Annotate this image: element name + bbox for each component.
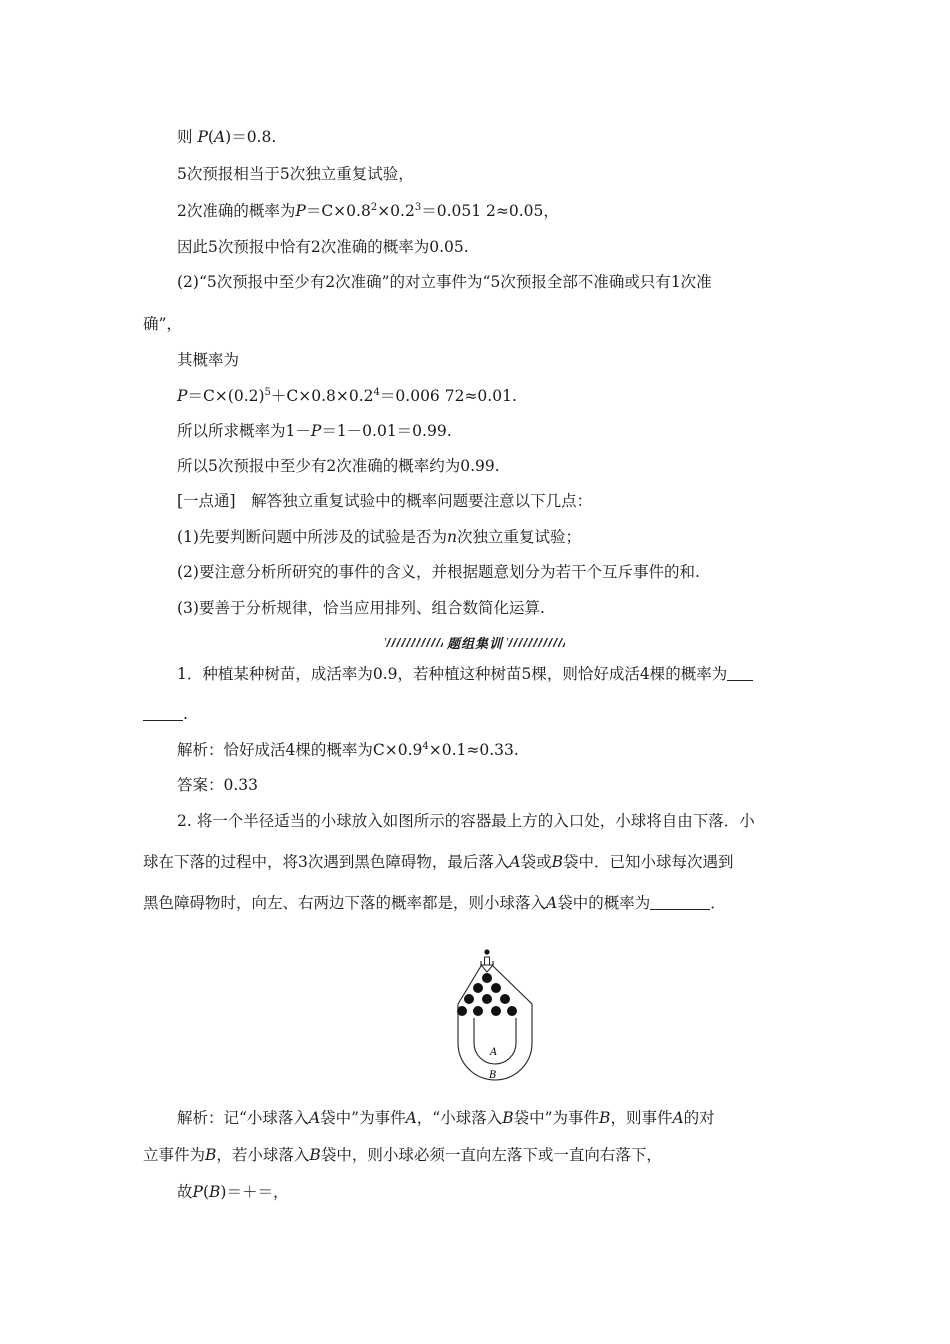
q1-line-1: 1．种植某种树苗，成活率为0.9，若种植这种树苗5棵，则恰好成活4棵的概率为	[177, 664, 753, 684]
text-line-1: 则 P(A)＝0.8.	[177, 128, 277, 146]
answer-blank	[727, 666, 753, 681]
text-line-6: 确”，	[143, 315, 182, 333]
down-arrow-icon	[481, 957, 493, 972]
container-diagram	[440, 948, 550, 1088]
q2-solution-line-1: 解析：记“小球落入A袋中”为事件A，“小球落入B袋中”为事件B，则事件A的对	[177, 1109, 715, 1127]
q2-solution-line-2: 立事件为B，若小球落入B袋中，则小球必须一直向左落下或一直向右落下，	[143, 1146, 662, 1164]
text-line-10: 所以5次预报中至少有2次准确的概率约为0.99.	[177, 457, 500, 475]
hatch-decoration-right	[507, 638, 565, 647]
container-outer-wall	[458, 961, 532, 1080]
text-line-13: (2)要注意分析所研究的事件的含义，并根据题意划分为若干个互斥事件的和.	[177, 563, 700, 581]
q1-answer: 答案：0.33	[177, 776, 259, 794]
text-line-2: 5次预报相当于5次独立重复试验，	[177, 165, 414, 183]
text-line-12: (1)先要判断问题中所涉及的试验是否为n次独立重复试验；	[177, 528, 581, 546]
q1-line-2: .	[143, 704, 188, 724]
answer-blank-q2	[650, 895, 710, 910]
text-line-14: (3)要善于分析规律，恰当应用排列、组合数简化运算.	[177, 599, 545, 617]
text-line-4: 因此5次预报中恰有2次准确的概率为0.05.	[177, 238, 469, 256]
text-line-7: 其概率为	[177, 351, 240, 369]
hatch-decoration-left	[385, 638, 443, 647]
answer-blank-cont	[143, 706, 183, 721]
q1-solution: 解析：恰好成活4棵的概率为$C\times 0.9^4\times 0.1\approx 0.33$.	[177, 741, 519, 759]
text-line-5: (2)“5次预报中至少有2次准确”的对立事件为“5次预报全部不准确或只有1次准	[177, 273, 712, 291]
banner-title: 题组集训	[446, 636, 503, 652]
label-b: B	[489, 1070, 497, 1081]
q2-solution-line-3: 故P(B)＝＋＝，	[177, 1183, 289, 1201]
text-line-3: 2次准确的概率为$P=C\times 0.8^2\times 0.2^3=0.051$ 2≈0.05，	[177, 202, 559, 220]
q2-line-2: 球在下落的过程中，将3次遇到黑色障碍物，最后落入A袋或B袋中．已知小球每次遇到	[143, 853, 734, 871]
text-line-8: $P=C\times(0.2)^5+C\times 0.8\times 0.2^4=0.006$ 72≈0.01.	[177, 387, 517, 405]
text-line-11: [一点通] 解答独立重复试验中的概率问题要注意以下几点：	[177, 492, 593, 510]
obstacle-pegs	[457, 973, 517, 1016]
text-line-9: 所以所求概率为1－P＝1－0.01＝0.99.	[177, 422, 452, 440]
container-figure	[440, 948, 550, 1088]
section-banner	[0, 632, 950, 656]
ball-icon	[484, 949, 489, 954]
q2-line-1: 2. 将一个半径适当的小球放入如图所示的容器最上方的入口处，小球将自由下落．小	[177, 812, 755, 830]
q2-line-3: 黑色障碍物时，向左、右两边下落的概率都是，则小球落入A袋中的概率为 ．	[143, 894, 726, 912]
label-a: A	[490, 1047, 498, 1058]
